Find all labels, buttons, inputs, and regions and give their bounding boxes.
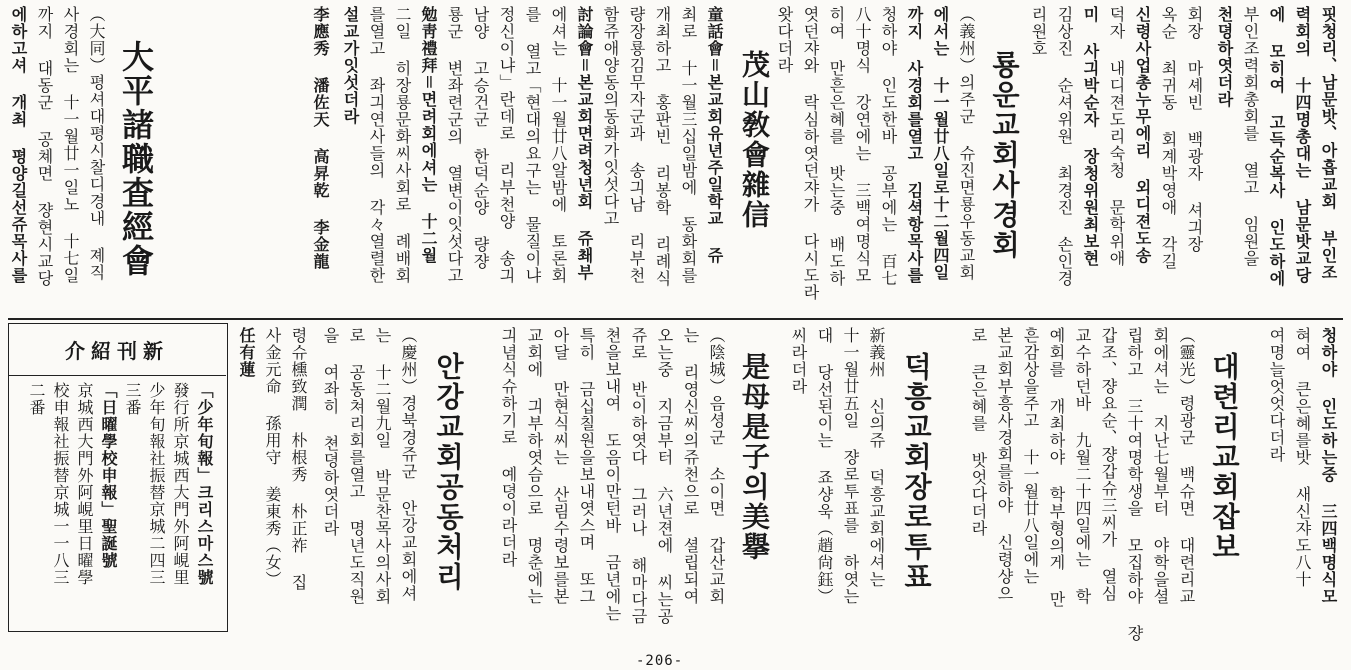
publication-line: 校申報社振替京城一一八三 bbox=[51, 382, 70, 586]
publication-line: 京城西大門外阿峴里日曜學 bbox=[75, 382, 94, 586]
text-column: 신령사업총누무에리 외디젼도송 bbox=[1133, 6, 1152, 264]
publication-line: 少年旬報社振替京城二四三 bbox=[147, 382, 166, 586]
text-column: 력회의 十四명총대는 남문밧교당 bbox=[1293, 6, 1312, 284]
text-column: 특히 금십칠원을보내엿스며 또그 bbox=[577, 327, 596, 605]
text-column: 청하야 인도한바 공부에는 百七 bbox=[879, 6, 898, 287]
text-column: 천뎡하엿더라 bbox=[1215, 6, 1234, 108]
text-column: 討論會＝본교회면려청년회 쥬쵀부 bbox=[575, 6, 594, 281]
text-column: 왓다더라 bbox=[775, 6, 794, 74]
text-column: 李應秀 潘佐天 高昇乾 李金龍 bbox=[311, 6, 330, 270]
text-column: 설교가잇섯더라 bbox=[341, 6, 360, 125]
text-column: 함쥬애양동의동화가잇섯다고 bbox=[601, 6, 620, 227]
text-column: 까지 대동군 공쳬면 쟝현시교당 bbox=[35, 6, 54, 287]
article-headline: 안강교회공동처리 bbox=[432, 352, 465, 592]
publication-line: 「少年旬報」크리스마스號 bbox=[195, 382, 214, 586]
text-column: （義州）의주군 슈진면룡우동교회 bbox=[957, 6, 976, 281]
text-column: 회장 마셰빈 백광자 셔긔장 bbox=[1185, 6, 1204, 253]
text-column: 에하고셔 개최 평양길선쥬목사를 bbox=[9, 6, 28, 284]
text-column: 엿던쟈와 락심하엿던쟈가 다시도라 bbox=[801, 6, 820, 301]
text-column: 혀여 큰은혜를밧 새신쟈도八十 bbox=[1293, 327, 1312, 588]
text-column: 남양 고승건군 한덕순양 량쟝 bbox=[471, 6, 490, 270]
text-column: 립하고 三十여명학생을 모집하야 쟝 bbox=[1125, 327, 1144, 642]
text-column: 갑조、쟝요순、쟝갑슈三씨가 열심 bbox=[1099, 327, 1118, 602]
text-column: 미 사긔박순자 장청위원최보현 bbox=[1081, 6, 1100, 267]
article-headline: 대련리교회잡보 bbox=[1208, 352, 1241, 562]
text-column: 여명늘엇엇다더라 bbox=[1267, 327, 1286, 463]
text-column: 청하야 인도하는중 三四백명식모 bbox=[1319, 327, 1338, 605]
text-column: 교회에 긔부하엿슴으로 명춘에는 bbox=[525, 327, 544, 605]
text-column: 룡군 변좌련군의 열변이잇섯다고 bbox=[445, 6, 464, 284]
text-column: 에셔는 十一월廿八알밤에 토론회 bbox=[549, 6, 568, 284]
text-column: 히여 만흔은혜를 밧는중 배도하 bbox=[827, 6, 846, 287]
text-column: 핏청리、남문밧、아흡교회 부인조 bbox=[1319, 6, 1338, 281]
text-column: 씨라더라 bbox=[789, 327, 808, 395]
text-column: （陰城）음셩군 소이면 갑산교회 bbox=[707, 327, 726, 605]
text-column: 를 열고「현대의요구는 물질이냐 bbox=[523, 6, 542, 284]
text-column: 정신이냐」란데로 리부천양 송긔 bbox=[497, 6, 516, 284]
text-column: 본교회부흥사경회를하야 신령샹으 bbox=[995, 327, 1014, 602]
text-column: 十一월廿五일 쟝로투표를 하엿는 bbox=[841, 327, 860, 605]
publication-line: 發行所京城西大門外阿峴里 bbox=[171, 382, 190, 586]
text-column: 新義州 신의쥬 덕흥교회에셔는 bbox=[867, 327, 886, 588]
publication-line: 二番 bbox=[27, 382, 46, 416]
article-headline: 是母是子의美擧 bbox=[738, 352, 771, 562]
text-column: 오는중 지금부터 六년젼에 씨는공 bbox=[655, 327, 674, 625]
text-column: 령슈櫄致潤 朴根秀 朴正祚 집 bbox=[289, 327, 308, 591]
text-column: 勉靑禮拜＝면려회에셔는 十二월 bbox=[419, 6, 438, 264]
text-column: 까지 사경회를열고 김셕항목사를 bbox=[905, 6, 924, 284]
text-column: 에서는 十一월廿八일로十二월四일 bbox=[931, 6, 950, 281]
text-column: 부인조력회총회를 열고 임원을 bbox=[1241, 6, 1260, 267]
text-column: （慶州）경북경쥬군 안강교회에셔 bbox=[399, 327, 418, 602]
text-column: 童話會＝본교회유년주일학교 쥬 bbox=[705, 6, 724, 264]
section-divider bbox=[8, 318, 1343, 320]
text-column: 흔감상을주고 十一월廿八일에는 bbox=[1021, 327, 1040, 585]
text-column: 二일 히장룡문화씨사회로 례배회 bbox=[393, 6, 412, 284]
text-column: 리원호 bbox=[1029, 6, 1048, 57]
text-column: 는 리영신씨의쥬천으로 셜립되여 bbox=[681, 327, 700, 605]
page-number: -206- bbox=[636, 653, 684, 669]
article-headline: 大平諸職査經會 bbox=[117, 40, 155, 278]
text-column: 에 모히여 고득순복사 인도하에 bbox=[1267, 6, 1286, 287]
text-column: 최로 十一월三십일밤에 동화회를 bbox=[679, 6, 698, 284]
text-column: 량장룡김무자군과 송긔남 리부천 bbox=[627, 6, 646, 284]
text-column: （靈光）령광군 백슈면 대련리교 bbox=[1177, 327, 1196, 605]
text-column: 任有蓮 bbox=[237, 327, 256, 378]
text-column: 교수하던바 九월二十四일에는 학 bbox=[1073, 327, 1092, 605]
text-column: 사金元命 孫用守 姜東秀（女） bbox=[263, 327, 282, 588]
text-column: 로 공동쳐리회를열고 명년도직원 bbox=[347, 327, 366, 605]
text-column: 긔념식슈하기로 예뎡이라더라 bbox=[499, 327, 518, 568]
text-column: 회에셔는 지난七월부터 야학을셜 bbox=[1151, 327, 1170, 605]
text-column: 예회를 개최하야 학부형의게 만 bbox=[1047, 327, 1066, 608]
article-headline: 덕흥교회장로투표 bbox=[900, 352, 933, 592]
article-headline: 룡운교회사경회 bbox=[988, 50, 1021, 260]
text-column: 김상진 순셔위원 최경진 손인경 bbox=[1055, 6, 1074, 287]
text-column: 쳔을보내여 도음이만턴바 금년에는 bbox=[603, 327, 622, 622]
text-column: 八十명식 강연에는 三백여명식모 bbox=[853, 6, 872, 284]
text-column: 아달 만현식씨는 산림수령보를본 bbox=[551, 327, 570, 605]
text-column: 는 十二월九일 박문찬목사의사회 bbox=[373, 327, 392, 605]
text-column: 쥬로 반이하엿다 그러나 해마다금 bbox=[629, 327, 648, 625]
text-column: 대 당선된이는 죠샹욱（趙尙鈺） bbox=[815, 327, 834, 605]
article-headline: 茂山敎會雜信 bbox=[738, 50, 771, 230]
publication-line: 三番 bbox=[123, 382, 142, 416]
text-column: 사경회는 十一월廿一일노 十七일 bbox=[61, 6, 80, 284]
text-column: 덕자 내디젼도리숙청 문학위애 bbox=[1107, 6, 1126, 267]
text-column: （大同）평셔대평시찰디경내 졔직 bbox=[87, 6, 106, 281]
text-column: 를열고 좌긔연사들의 각々열렬한 bbox=[367, 6, 386, 284]
new-publications-title: 介紹刊新 bbox=[8, 323, 226, 376]
text-column: 개최하고 홍판빈 리봉학 리례식 bbox=[653, 6, 672, 287]
publication-line: 「日曜學校申報」聖誕號 bbox=[99, 382, 118, 569]
text-column: 로 큰은혜를 밧엇다더라 bbox=[969, 327, 988, 537]
text-column: 을 여좌히 쳔뎡하엿더라 bbox=[321, 327, 340, 537]
text-column: 옥순 최귀동 회계박영애 각길 bbox=[1159, 6, 1178, 270]
